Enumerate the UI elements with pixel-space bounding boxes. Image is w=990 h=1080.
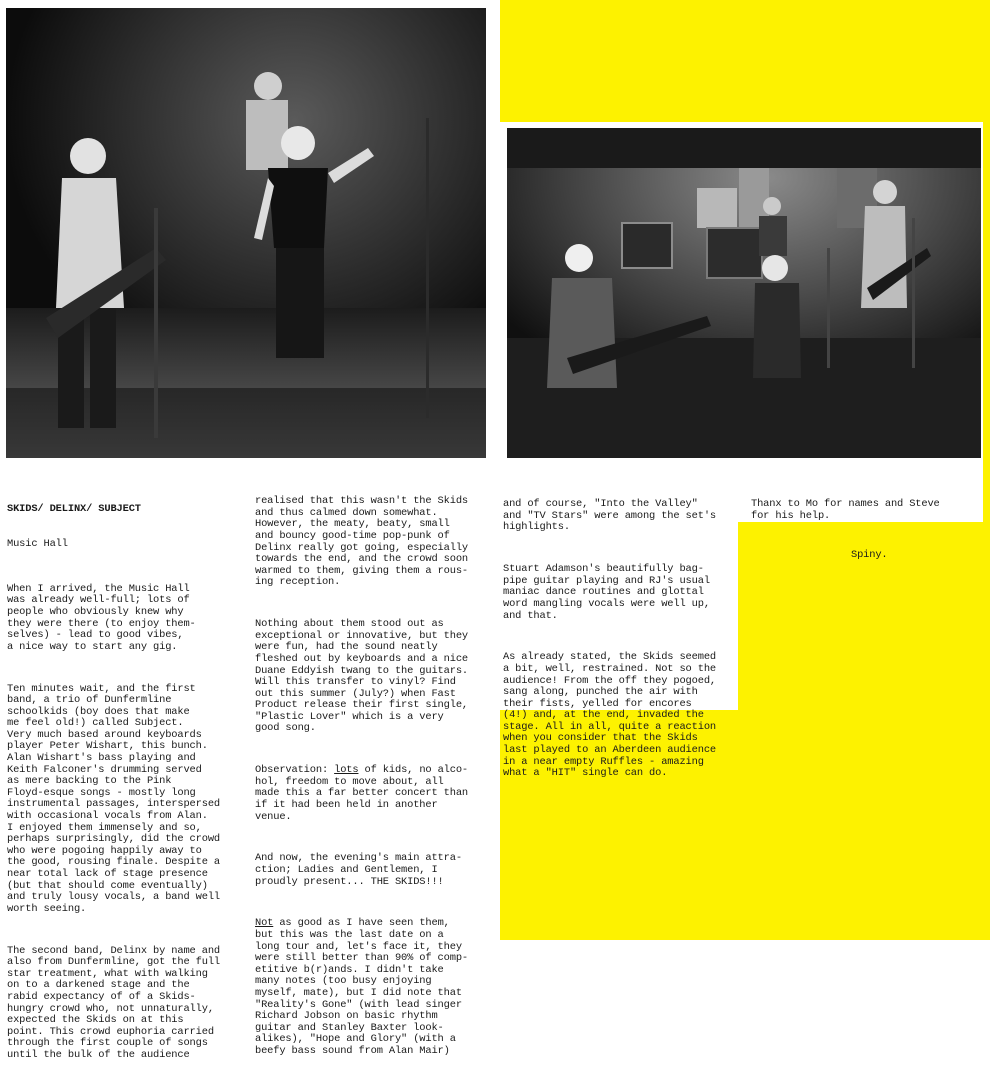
paragraph: Stuart Adamson's beautifully bag- pipe guitar playing and RJ's usual maniac dance routines and glottal word mangling vocals were well up, and that.	[503, 563, 710, 622]
paragraph: Nothing about them stood out as exceptional or innovative, but they were fun, had the sound neatly fleshed out by keyboards and a nice Duane Eddyish twang to the guitars. Will this transfer to vinyl? Find out this summer (July?) when Fast Product release their first single, "Plastic Lover" which is a very good song.	[255, 618, 468, 735]
article-column-4	[751, 476, 940, 580]
article-column-1	[7, 481, 220, 1080]
paragraph-observation	[255, 765, 468, 823]
article-column-3	[503, 476, 716, 798]
author-signature: Spiny.	[851, 548, 888, 561]
paragraph-skids-review	[255, 918, 468, 1057]
paragraph: and of course, "Into the Valley" and "TV Stars" were among the set's highlights.	[503, 498, 716, 534]
paragraph: And now, the evening's main attra- ction; Ladies and Gentlemen, I proudly present... THE SKIDS!!!	[255, 852, 462, 888]
paragraph: When I arrived, the Music Hall was already well-full; lots of people who obviously knew why they were there (to enjoy them- selves) - lead to good vibes, a nice way to start any gig.	[7, 582, 196, 653]
underlined-text: Not	[255, 917, 274, 930]
paragraph: realised that this wasn't the Skids and thus calmed down somewhat. However, the meaty, beaty, small and bouncy good-time pop-punk of Delinx really got going, especially towards the end, and the crowd soon warmed to them, giving them a rous- ing reception.	[255, 495, 468, 589]
paragraph: The second band, Delinx by name and also from Dunfermline, got the full star treatment, what with walking on to a darkened stage and the rabid expectancy of of a Skids- hungry crowd who, not unnaturally, expected the Skids on at this point. This crowd euphoria carried through the first couple of songs until the bulk of the audience	[7, 944, 220, 1061]
article-heading: SKIDS/ DELINX/ SUBJECT	[7, 503, 141, 516]
yellow-block-top-right	[500, 0, 990, 122]
underlined-text: lots	[334, 764, 359, 777]
paragraph: As already stated, the Skids seemed a bit, well, restrained. Not so the audience! From the off they pogoed, sang along, punched the air with their fists, yelled for encores (4!) and, at the end, invaded the stage. All in all, quite a reaction when you consider that the Skids last played to an Aberdeen audience in a near empty Ruffles - amazing what a "HIT" single can do.	[503, 651, 716, 780]
band-photo-left	[6, 8, 486, 458]
yellow-block-right-edge	[983, 122, 990, 522]
article-column-2	[255, 473, 468, 1076]
yellow-block-mid-right	[738, 522, 990, 940]
band-photo-right	[507, 128, 981, 458]
text-run: Observation:	[255, 764, 335, 777]
text-run: as good as I have seen them, but this was the last date on a long tour and, let's face it, they were still better than 90% of comp- etitive b(r)ands. I didn't take many notes (too busy enjoying myself, mate), but I did note that "Reality's Gone" (with lead singer Richard Jobson on basic rhythm guitar and Stanley Baxter look- alikes), "Hope and Glory" (with a beefy bass sound from Alan Mair)	[255, 917, 468, 1057]
thanks-note: Thanx to Mo for names and Steve for his help.	[751, 498, 940, 522]
article-venue: Music Hall	[7, 537, 68, 550]
text-run: of kids, no alco- hol, freedom to move about, all made this a far better concert than if it had been held in another venue.	[255, 764, 469, 823]
paragraph: Ten minutes wait, and the first band, a trio of Dunfermline schoolkids (boy does that make me feel old!) called Subject. Very much based around keyboards player Peter Wishart, this bunch. Alan Wishart's bass playing and Keith Falconer's drumming served as mere backing to the Pink Floyd-esque songs - mostly long instrumental passages, interspersed with occasional vocals from Alan. I enjoyed them immensely and so, perhaps surprisingly, did the crowd who were pogoing happily away to the good, rousing finale. Despite a near total lack of stage presence (but that should come eventually) and truly lousy vocals, a band well worth seeing.	[7, 682, 220, 915]
